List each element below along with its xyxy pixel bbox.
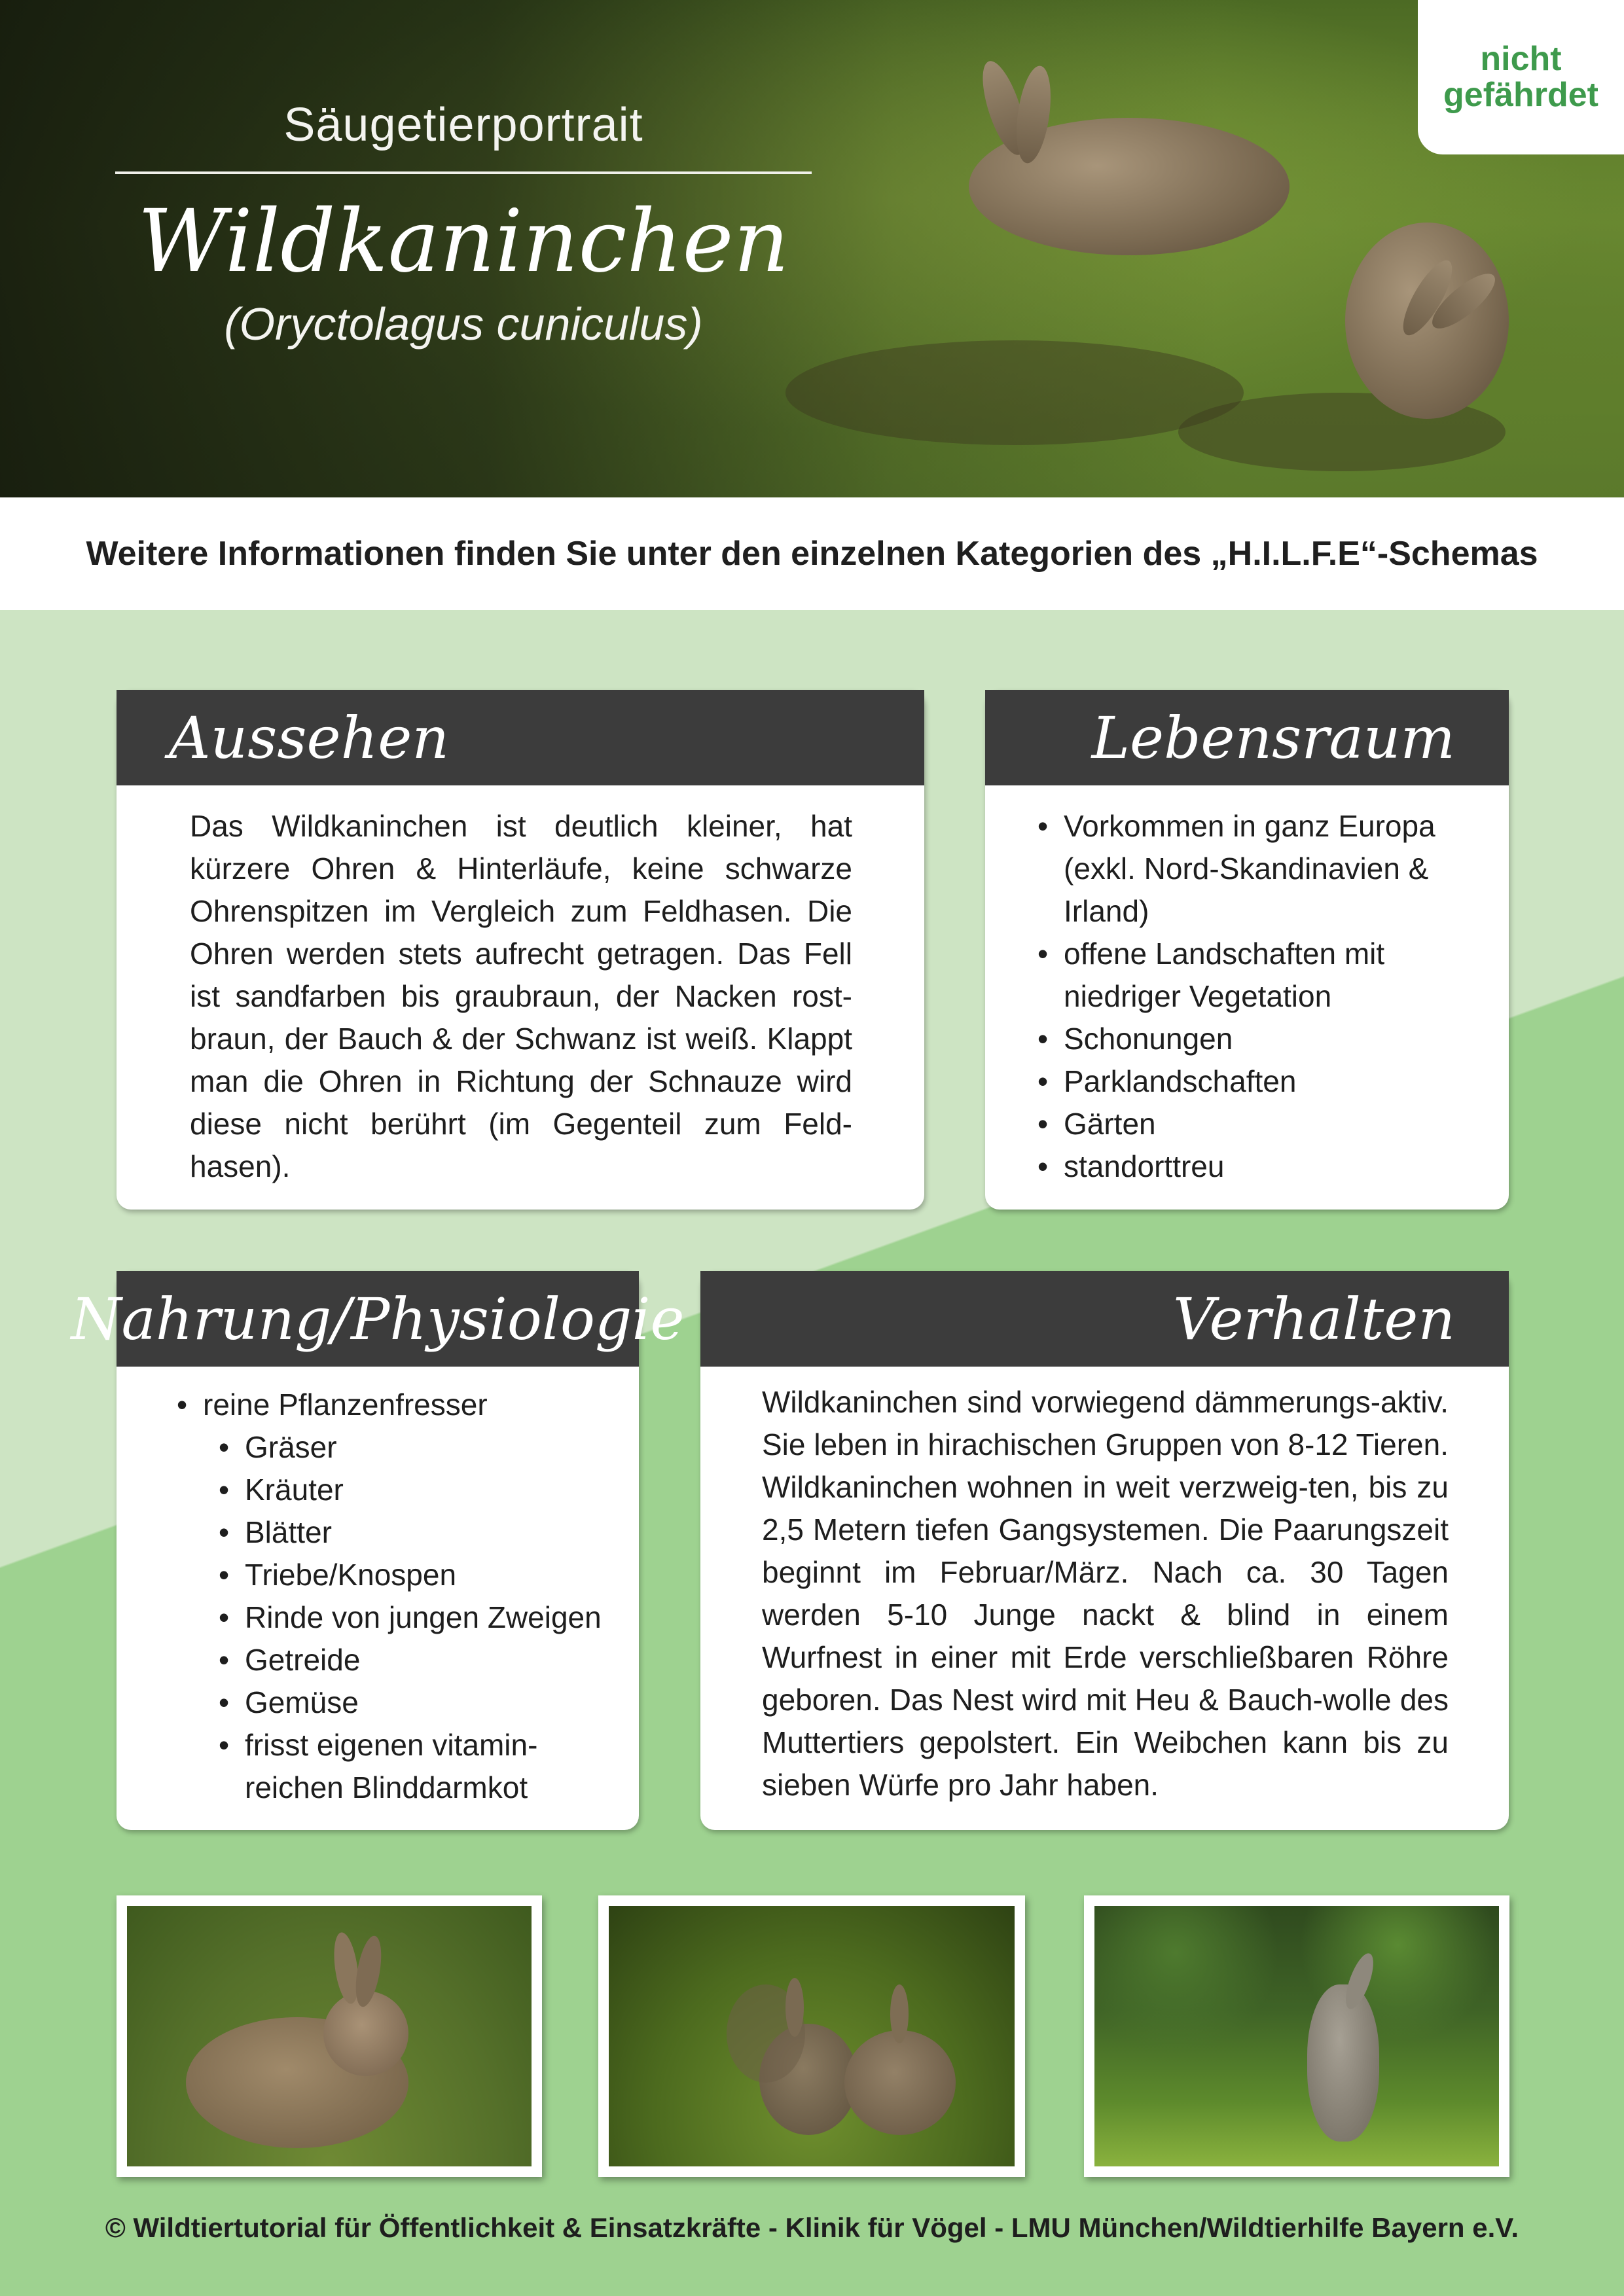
list-item: • Triebe/Knospen	[219, 1554, 606, 1596]
card-verhalten-title: Verhalten	[700, 1271, 1509, 1367]
habitat-list	[1038, 805, 1450, 1188]
card-lebensraum-title: Lebensraum	[985, 690, 1509, 785]
list-item: • Vorkommen in ganz Europa (exkl. Nord-Skandinavien & Irland)	[1038, 805, 1450, 933]
list-item: • Blätter	[219, 1511, 606, 1554]
hero-photo	[0, 0, 1624, 497]
list-item: • Schonungen	[1038, 1018, 1450, 1060]
species-latin-name: (Oryctolagus cuniculus)	[224, 298, 703, 350]
food-list	[177, 1384, 606, 1809]
status-line-1: nicht	[1480, 40, 1562, 79]
photo-rabbit-sitting	[117, 1895, 542, 2177]
food-sublist	[219, 1426, 606, 1809]
status-line-2: gefährdet	[1443, 76, 1598, 114]
list-item: • standorttreu	[1038, 1145, 1450, 1188]
species-title: Wildkaninchen	[137, 191, 789, 292]
card-aussehen-text: Das Wildkaninchen ist deutlich kleiner, hat kürzere Ohren & Hinterläufe, keine schwarze Ohrenspitzen im Vergleich zum Feldhasen. Die Ohren werden stets aufrecht getragen. Das Fell ist sandfarben bis graubraun, der Nacken rost-braun, der Bauch & der Schwanz ist weiß. Klappt man die Ohren in Richtung der Schnauze wird diese nicht berührt (im Gegenteil zum Feld-hasen).	[190, 809, 852, 1183]
portrait-category: Säugetierportrait	[283, 99, 643, 151]
photo-rabbit-standing	[1084, 1895, 1509, 2177]
footer-copyright: © Wildtiertutorial für Öffentlichkeit & Einsatzkräfte - Klinik für Vögel - LMU München/Wildtierhilfe Bayern e.V.	[105, 2212, 1519, 2243]
endangerment-status-badge	[1418, 0, 1624, 154]
list-item: • frisst eigenen vitamin-reichen Blinddarmkot	[219, 1724, 606, 1809]
card-lebensraum	[985, 690, 1509, 1210]
list-item: • Kräuter	[219, 1469, 606, 1511]
list-item: • Getreide	[219, 1639, 606, 1681]
card-nahrung-title: Nahrung/Physiologie	[117, 1271, 639, 1367]
card-verhalten-text: Wildkaninchen sind vorwiegend dämmerungs-aktiv. Sie leben in hirachischen Gruppen von 8-12 Tieren. Wildkaninchen wohnen in weit verzweig-ten, bis zu 2,5 Metern tiefen Gangsystemen. Die Paarungszeit beginnt im Februar/März. Nach ca. 30 Tagen werden 5-10 Junge nackt & blind in einem Wurfnest in einer mit Erde verschließbaren Röhre geboren. Das Nest wird mit Heu & Bauch-wolle des Muttertiers gepolstert. Ein Weibchen kann bis zu sieben Würfe pro Jahr haben.	[762, 1385, 1449, 1802]
card-aussehen	[117, 690, 924, 1210]
list-item: • Gärten	[1038, 1103, 1450, 1145]
list-item: • reine Pflanzenfresser • Gräser • Kräuter • Blätter • Triebe/Knospen • Rinde von jungen Zweigen • Getreide • Gemüse • frisst eigenen vitamin-reichen Blinddarmkot	[177, 1384, 606, 1809]
card-nahrung	[71, 1271, 685, 1830]
info-band	[0, 497, 1624, 610]
card-aussehen-title: Aussehen	[117, 690, 924, 785]
list-item: • Rinde von jungen Zweigen	[219, 1596, 606, 1639]
title-divider	[115, 171, 812, 174]
list-item: • Gräser	[219, 1426, 606, 1469]
list-item: • Gemüse	[219, 1681, 606, 1724]
photo-young-rabbits	[598, 1895, 1025, 2177]
card-verhalten	[700, 1271, 1509, 1830]
list-item: • offene Landschaften mit niedriger Vegetation	[1038, 933, 1450, 1018]
list-item: • Parklandschaften	[1038, 1060, 1450, 1103]
info-band-text: Weitere Informationen finden Sie unter den einzelnen Kategorien des „H.I.L.F.E“-Schemas	[86, 535, 1538, 573]
